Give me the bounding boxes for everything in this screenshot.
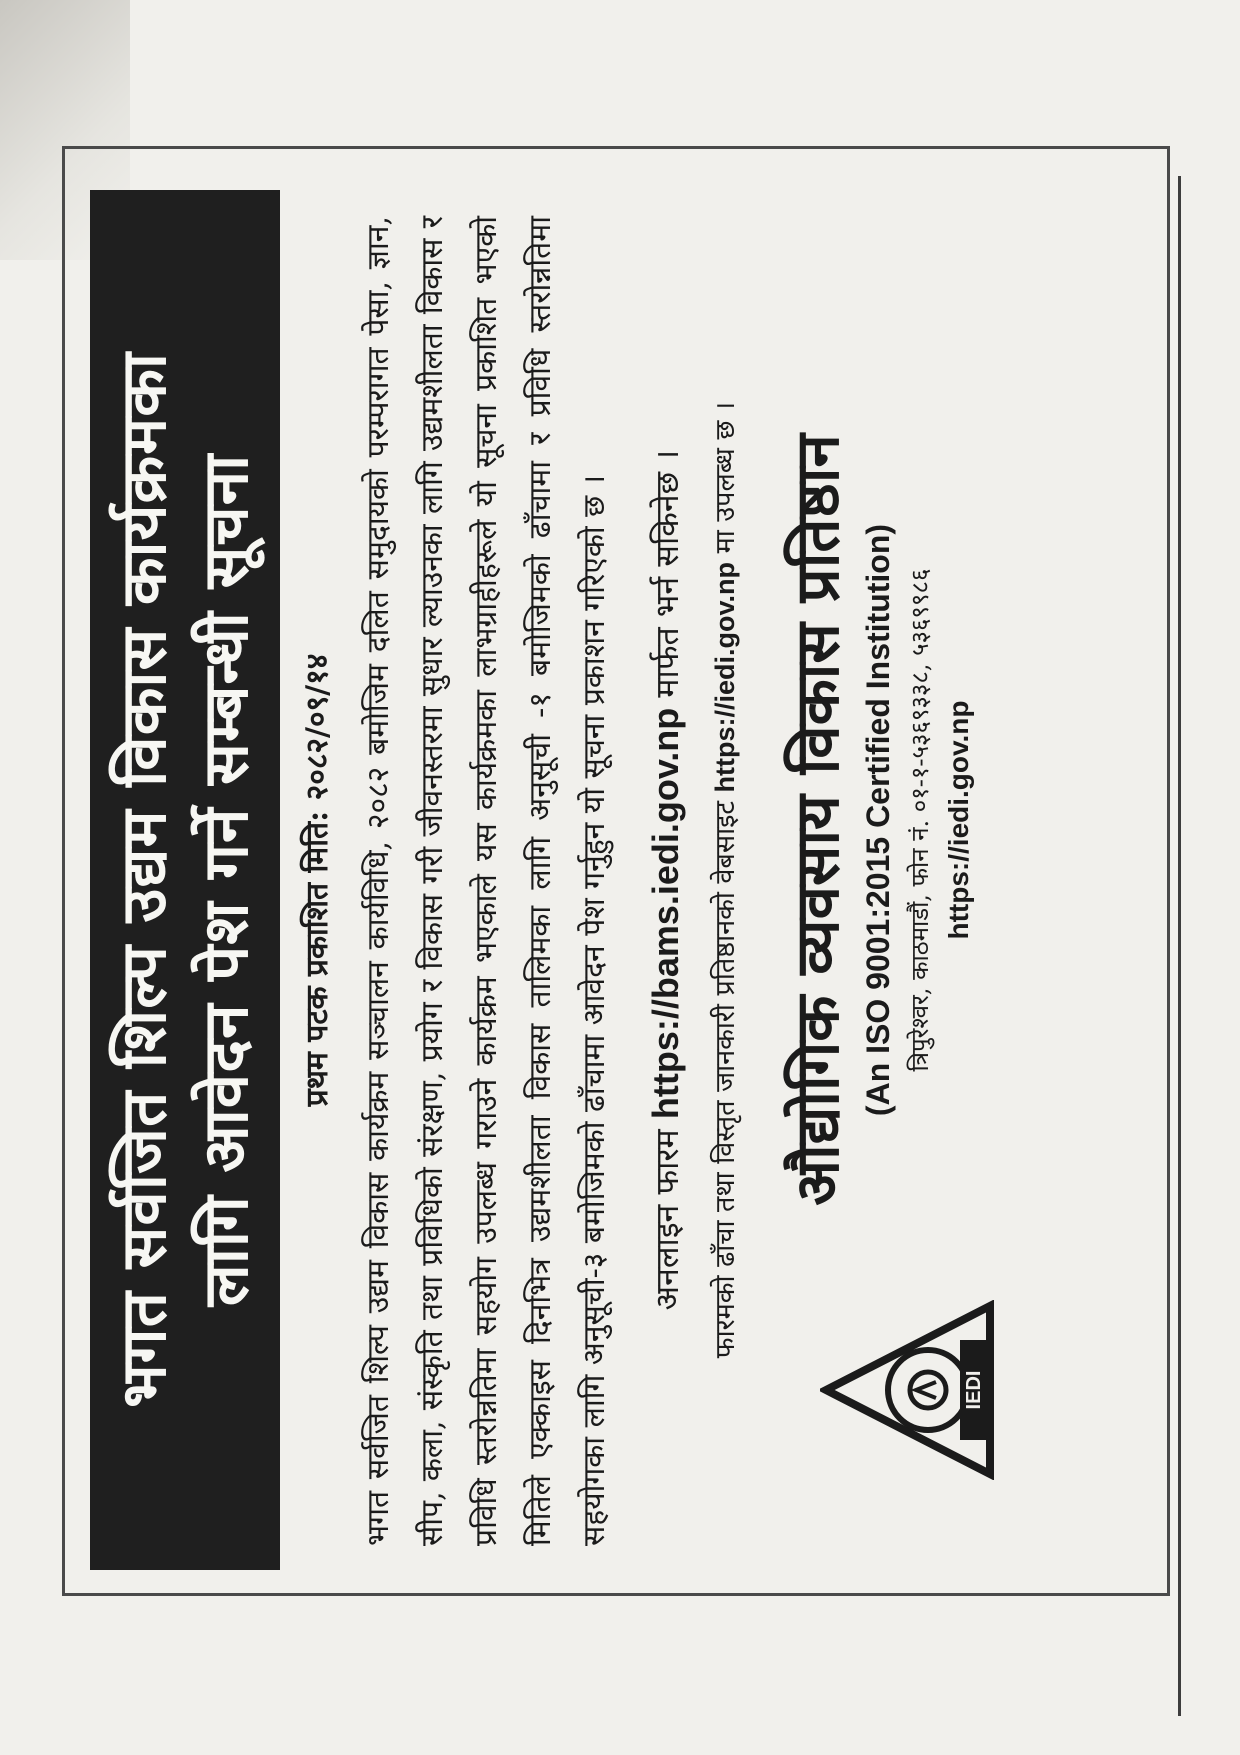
organization-name: औद्योगिक व्यवसाय विकास प्रतिष्ठान	[783, 434, 853, 1206]
online-form-url[interactable]: https://bams.iedi.gov.np	[645, 707, 686, 1120]
notice-body: भगत सर्वजित शिल्प उद्यम विकास कार्यक्रम सञ्चालन कार्यविधि, २०८२ बमोजिम दलित समुदायको परम्परागत पेसा, ज्ञान, सीप, कला, संस्कृति तथा प्रविधिको संरक्षण, प्रयोग र विकास गरी जीवनस्तरमा सुधार ल्याउनका लागि उद्यमशीलता विकास र प्रविधि स्तरोन्नतिमा सहयोग उपलब्ध गराउने कार्यक्रम भएकाले यस कार्यक्रमका लाभग्राहीहरूले यो सूचना प्रकाशित भएको मितिले एक्काइस दिनभित्र उद्यमशीलता विकास तालिमका लागि अनुसूची -१ बमोजिमको ढाँचामा र प्रविधि स्तरोन्नतिमा सहयोगका लागि अनुसूची-३ बमोजिमको ढाँचामा आवेदन पेश गर्नुहुन यो सूचना प्रकाशन गरिएको छ ।	[361, 216, 612, 1546]
online-form-prefix: अनलाइन फारम	[648, 1129, 686, 1311]
iedi-logo-icon	[820, 1300, 1000, 1480]
organization-website[interactable]: https://iedi.gov.np	[943, 700, 974, 940]
title-banner	[90, 190, 280, 1570]
side-border-line	[1178, 176, 1181, 1716]
form-info-suffix: मा उपलब्ध छ ।	[710, 401, 741, 554]
online-form-line	[645, 190, 688, 1570]
title-line-1: भगत सर्वजित शिल्प उद्यम विकास कार्यक्रमका	[107, 352, 180, 1408]
title-line-2: लागि आवेदन पेश गर्ने सम्बन्धी सूचना	[189, 453, 262, 1307]
organization-block	[780, 320, 978, 1320]
notice-content	[90, 190, 1140, 1570]
logo-text: IEDI	[963, 1370, 985, 1410]
form-info-url[interactable]: https://iedi.gov.np	[710, 561, 740, 793]
organization-address: त्रिपुरेश्वर, काठमाडौं, फोन नं. ०१-१-५३६९३३८, ५३६९९८६	[906, 568, 934, 1072]
form-info-line	[705, 190, 742, 1570]
published-date: प्रथम पटक प्रकाशित मिति: २०८२/०९/१४	[300, 653, 335, 1107]
online-form-suffix: मार्फत भर्न सकिनेछ ।	[648, 449, 686, 698]
form-info-prefix: फारमको ढाँचा तथा विस्तृत जानकारी प्रतिष्ठानको वेबसाइट	[710, 801, 741, 1359]
organization-iso: (An ISO 9001:2015 Certified Institution)	[860, 523, 896, 1117]
